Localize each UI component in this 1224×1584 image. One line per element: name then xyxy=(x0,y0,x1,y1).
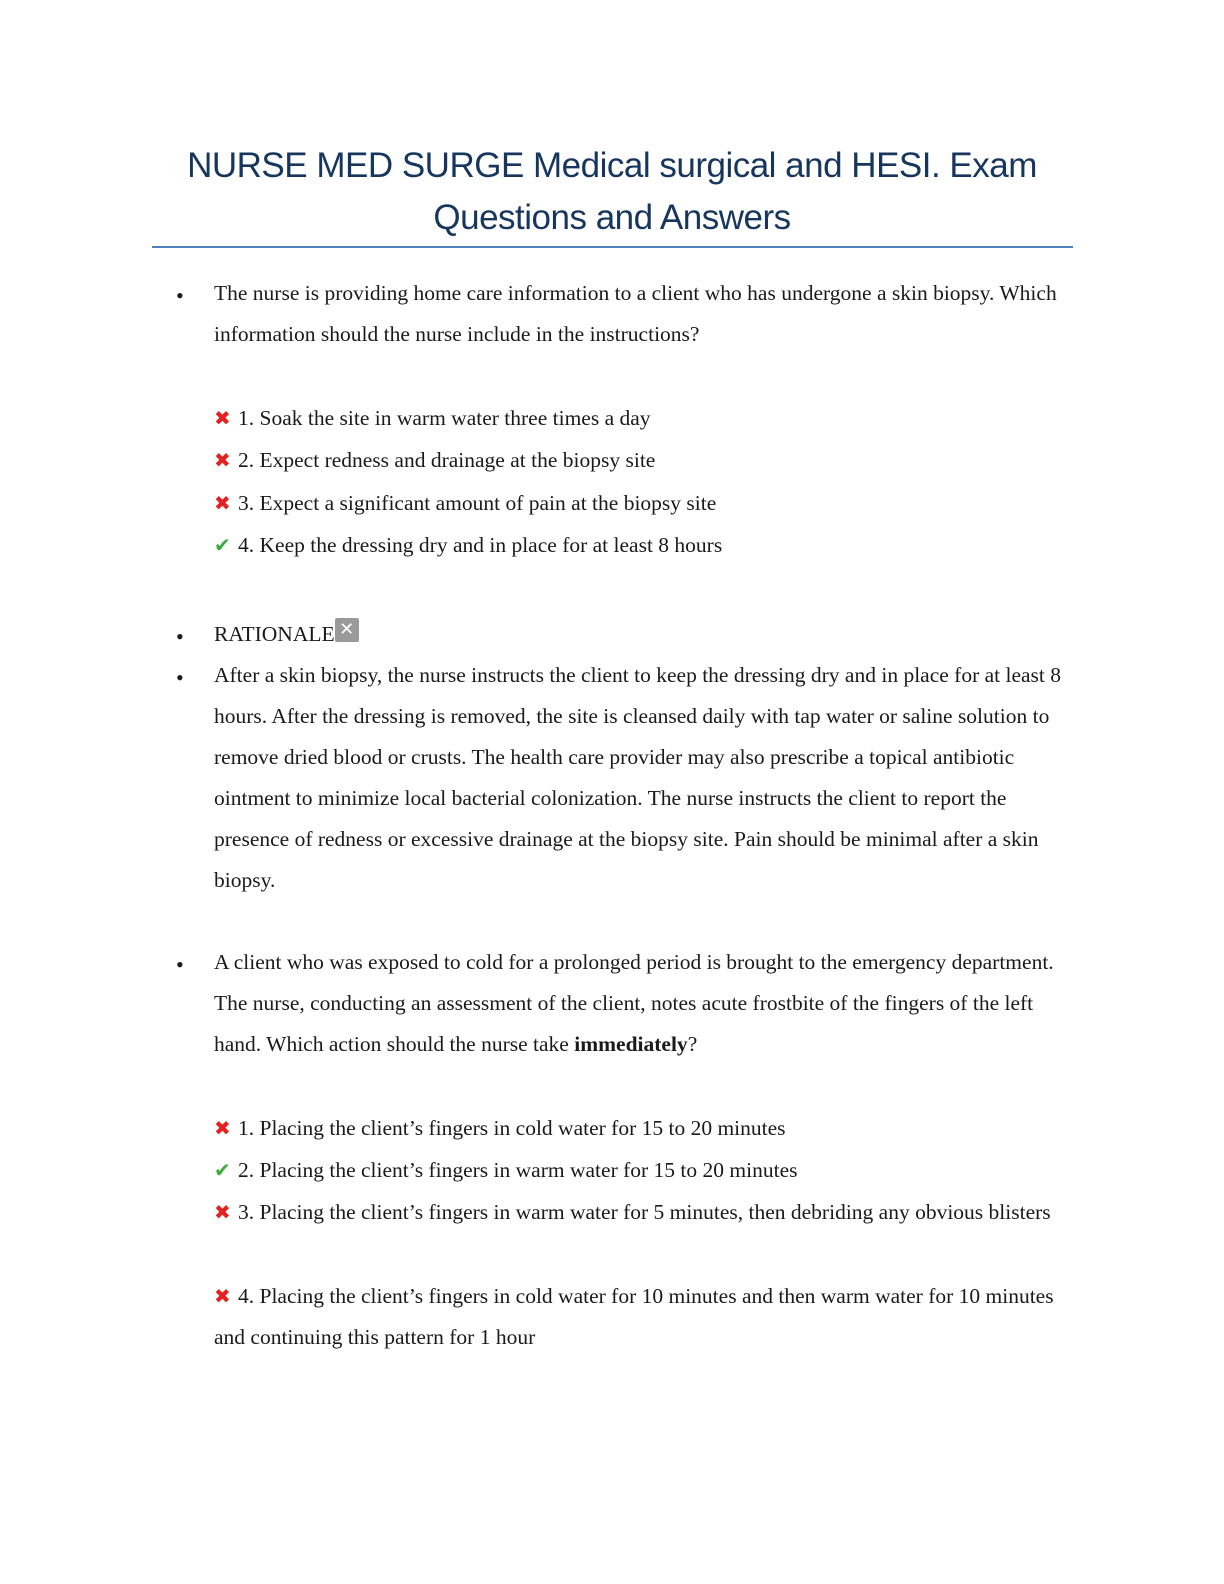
bullet-icon xyxy=(176,286,186,296)
rationale-heading xyxy=(214,614,1074,655)
bullet-icon xyxy=(176,627,186,637)
q1-option-2-label: 2. Expect redness and drainage at the biopsy site xyxy=(238,448,656,472)
question-2-text xyxy=(214,942,1074,1065)
x-mark-icon: ✖ xyxy=(214,1116,231,1140)
q1-option-1-label: 1. Soak the site in warm water three times a day xyxy=(238,406,651,430)
q1-option-1 xyxy=(214,397,1074,439)
q1-option-3 xyxy=(214,482,1074,524)
q2-option-3 xyxy=(214,1192,1074,1233)
q2-option-1-label: 1. Placing the client’s fingers in cold water for 15 to 20 minutes xyxy=(238,1116,786,1140)
x-mark-icon: ✖ xyxy=(214,406,231,430)
q1-option-4-label: 4. Keep the dressing dry and in place for at least 8 hours xyxy=(238,533,723,557)
q2-option-2-label: 2. Placing the client’s fingers in warm water for 15 to 20 minutes xyxy=(238,1158,798,1182)
question-2-emphasis: immediately xyxy=(574,1032,688,1056)
bullet-icon xyxy=(176,668,186,678)
q2-option-2 xyxy=(214,1149,1074,1191)
question-2-text-part: A client who was exposed to cold for a prolonged period is brought to the emergency department. The nurse, conducting an assessment of the client, notes acute frostbite of the fingers of the left hand. Which action should the nurse take xyxy=(214,950,1054,1056)
title-line-2: Questions and Answers xyxy=(433,198,791,237)
document-title xyxy=(152,140,1072,244)
rationale-text: After a skin biopsy, the nurse instructs the client to keep the dressing dry and in place for at least 8 hours. After the dressing is removed, the site is cleansed daily with tap water or saline solution to remove dried blood or crusts. The health care provider may also prescribe a topical antibiotic ointment to minimize local bacterial colonization. The nurse instructs the client to report the presence of redness or excessive drainage at the biopsy site. Pain should be minimal after a skin biopsy. xyxy=(214,663,1062,892)
check-mark-icon: ✔ xyxy=(214,533,231,557)
check-mark-icon: ✔ xyxy=(214,1158,231,1182)
question-1-text: The nurse is providing home care information to a client who has undergone a skin biopsy. Which information should the nurse include in the instructions? xyxy=(214,281,1057,346)
question-2-text-end: ? xyxy=(687,1032,698,1056)
q1-option-4 xyxy=(214,524,1074,566)
q2-option-4 xyxy=(214,1276,1074,1358)
x-mark-icon: ✖ xyxy=(214,1284,231,1308)
rationale-heading-label: RATIONALE xyxy=(214,622,335,646)
title-line-1: NURSE MED SURGE Medical surgical and HESI. Exam xyxy=(187,146,1037,185)
x-mark-icon: ✖ xyxy=(214,1200,231,1224)
q2-option-3-label: 3. Placing the client’s fingers in warm water for 5 minutes, then debriding any obvious blisters xyxy=(238,1200,1051,1224)
x-mark-icon: ✖ xyxy=(214,448,231,472)
q2-option-1 xyxy=(214,1107,1074,1149)
close-box-icon: ✕ xyxy=(335,618,359,642)
x-mark-icon: ✖ xyxy=(214,491,231,515)
bullet-icon xyxy=(176,955,186,965)
q2-option-4-label: 4. Placing the client’s fingers in cold water for 10 minutes and then warm water for 10 minutes and continuing this pattern for 1 hour xyxy=(214,1284,1054,1349)
q1-option-2 xyxy=(214,439,1074,481)
title-divider xyxy=(152,246,1073,248)
q1-option-3-label: 3. Expect a significant amount of pain at the biopsy site xyxy=(238,491,717,515)
